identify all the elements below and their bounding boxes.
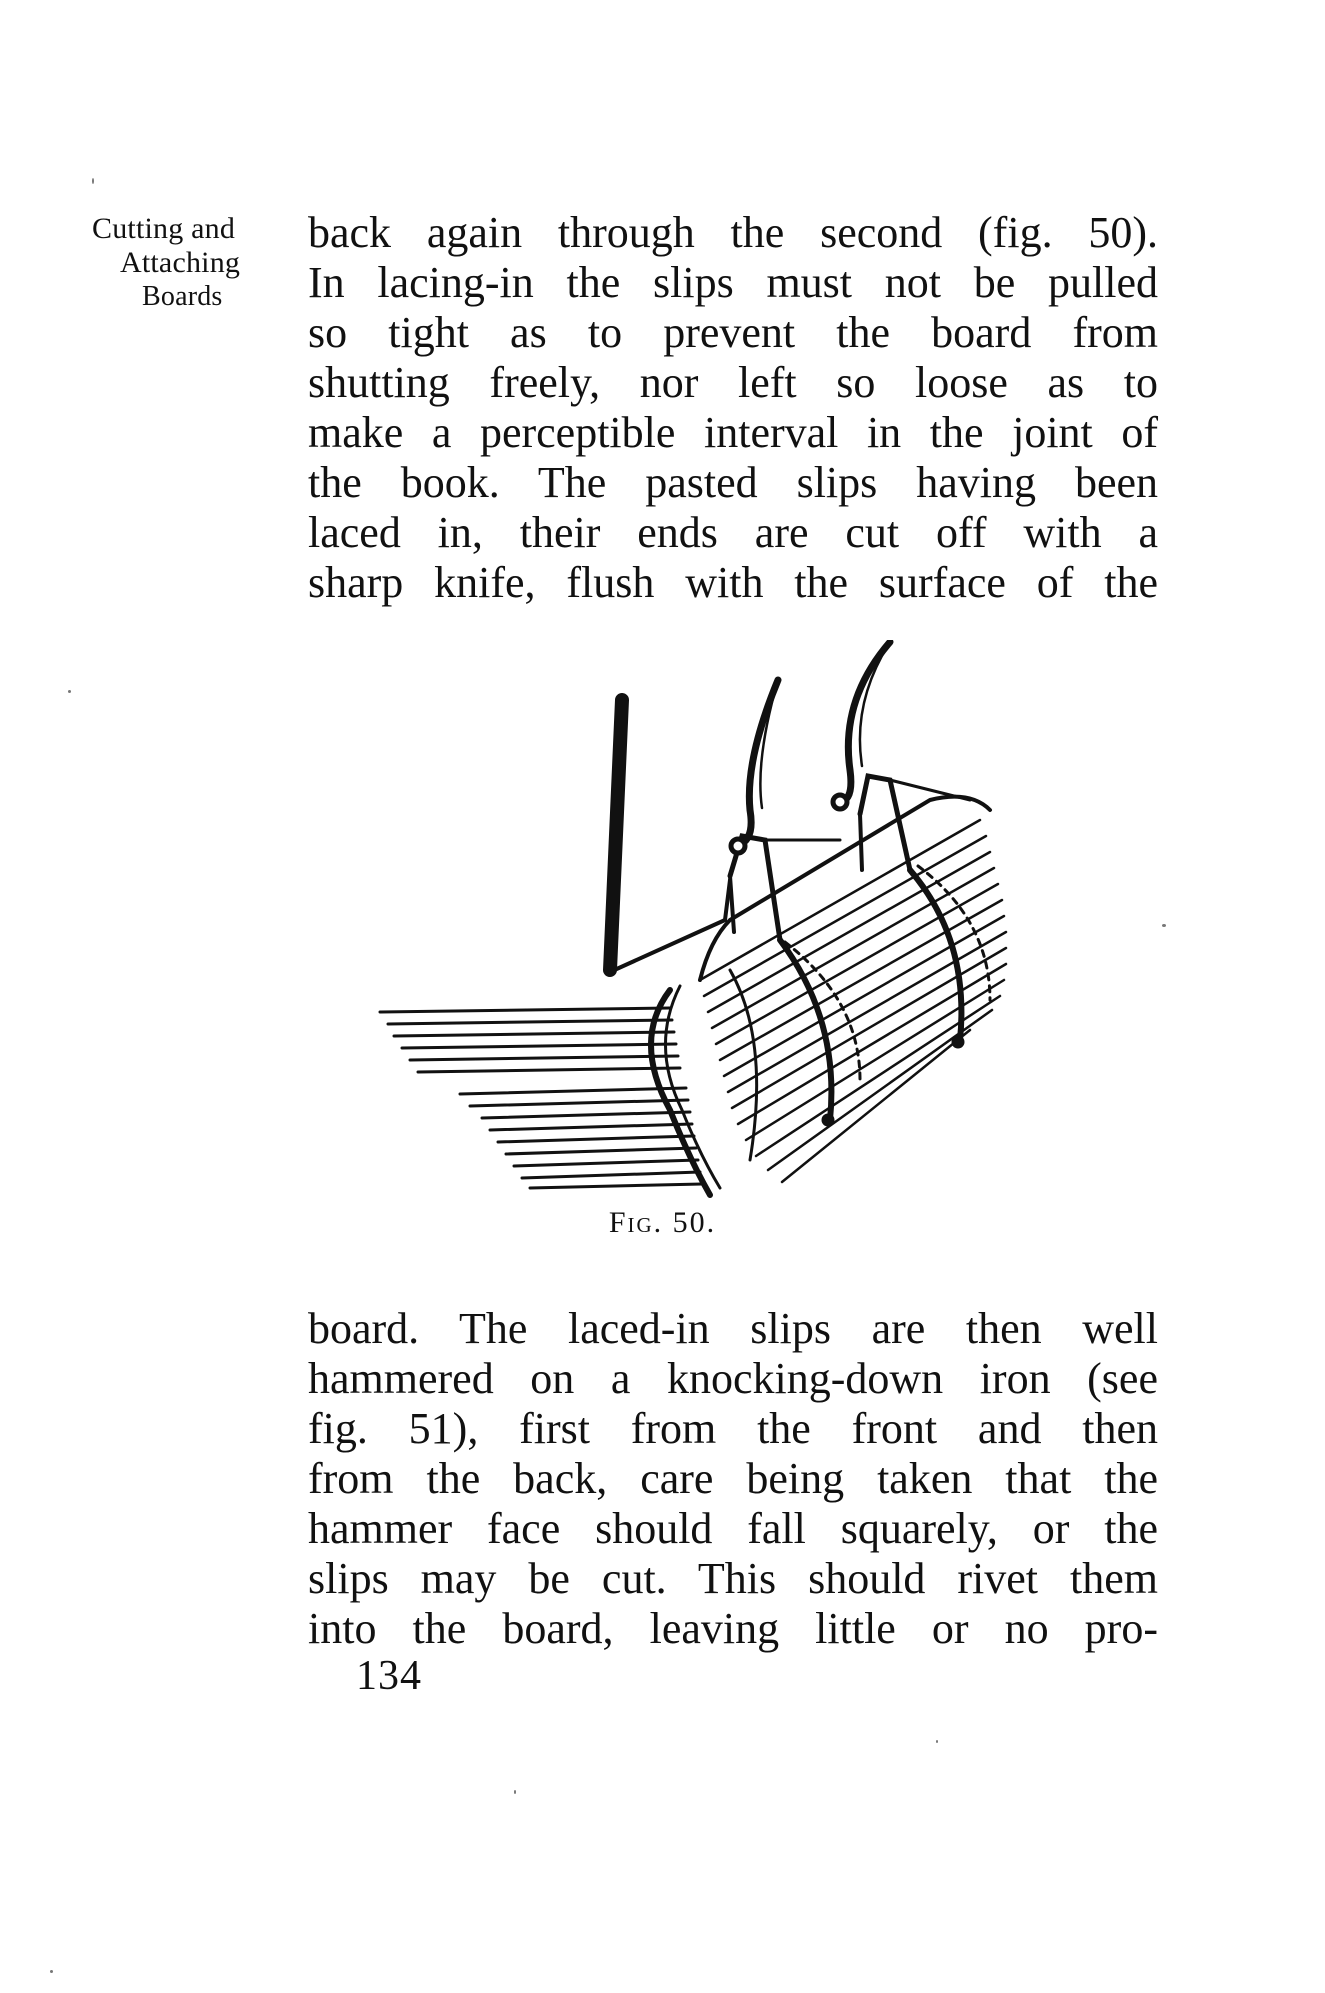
body-text-bottom (308, 1304, 1158, 1654)
page-number: 134 (356, 1653, 422, 1699)
slip-loop-right (860, 776, 910, 870)
text-line: make a perceptible interval in the joint of (308, 408, 1158, 457)
scan-speck (514, 1790, 516, 1794)
text-line: the book. The pasted slips having been (308, 458, 1158, 507)
text-line: so tight as to prevent the board from (308, 308, 1158, 357)
text-line: hammer face should fall squarely, or the (308, 1504, 1158, 1553)
text-line: into the board, leaving little or no pro- (308, 1604, 1158, 1653)
text-line: back again through the second (fig. 50). (308, 208, 1158, 257)
figure-caption (0, 1206, 1325, 1240)
text-line: laced in, their ends are cut off with a (308, 508, 1158, 557)
text-line: hammered on a knocking-down iron (see (308, 1354, 1158, 1403)
caption-number: 50. (672, 1206, 717, 1239)
board-edge (610, 700, 622, 970)
margin-heading (92, 212, 302, 314)
text-line: from the back, care being taken that the (308, 1454, 1158, 1503)
scan-speck (92, 178, 94, 184)
scan-speck (1162, 924, 1166, 927)
text-line: In lacing-in the slips must not be pulled (308, 258, 1158, 307)
scan-speck (50, 1970, 53, 1973)
figure-50-illustration (370, 640, 1090, 1200)
text-line: slips may be cut. This should rivet them (308, 1554, 1158, 1603)
caption-label: Fig. (608, 1206, 664, 1239)
text-line: fig. 51), first from the front and then (308, 1404, 1158, 1453)
text-line: board. The laced-in slips are then well (308, 1304, 1158, 1353)
scan-speck (936, 1740, 938, 1743)
margin-heading-line: Attaching (120, 246, 241, 279)
margin-heading-line: Cutting and (92, 212, 236, 245)
body-text-top (308, 208, 1158, 608)
laced-board-drawing (370, 640, 1090, 1200)
text-line: sharp knife, flush with the surface of the (308, 558, 1158, 607)
scan-speck (68, 690, 71, 693)
text-line: shutting freely, nor left so loose as to (308, 358, 1158, 407)
margin-heading-line: Boards (142, 281, 223, 312)
